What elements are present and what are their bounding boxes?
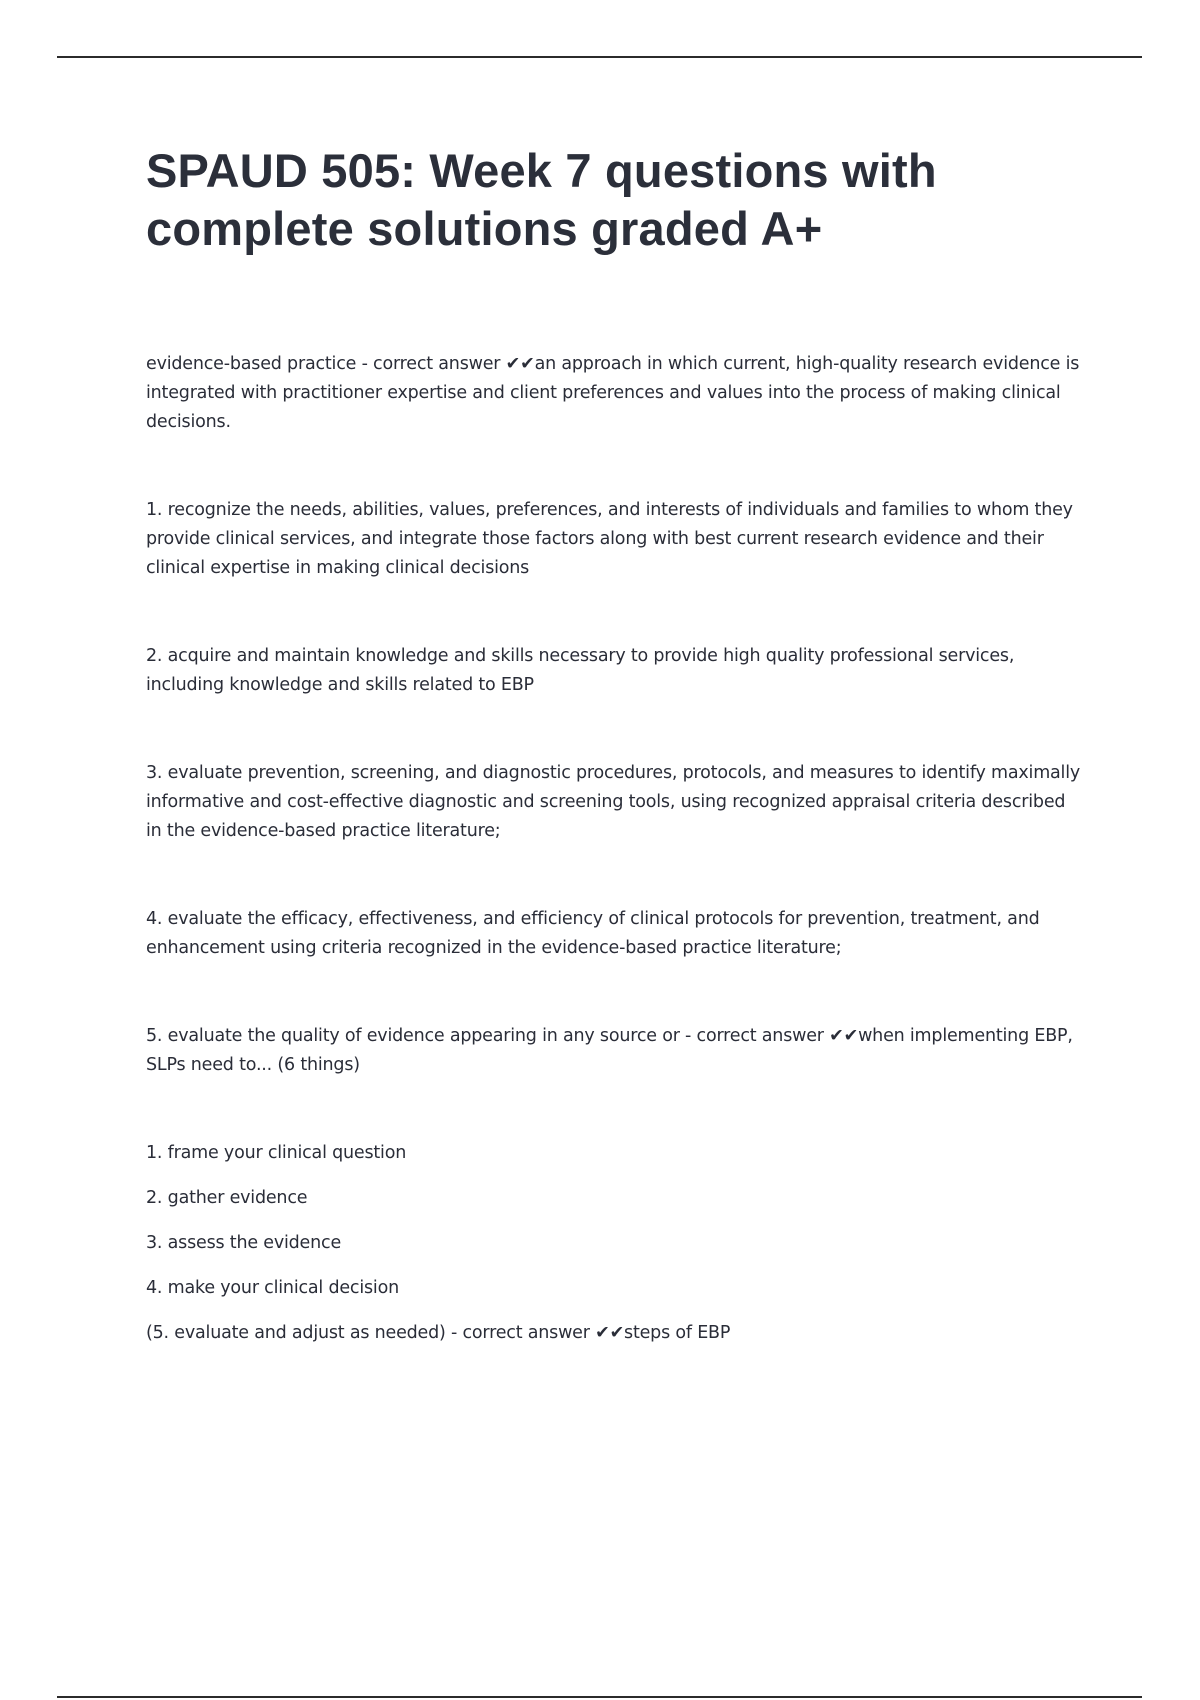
list-item: 2. gather evidence: [146, 1188, 308, 1208]
paragraph-item-3: 3. evaluate prevention, screening, and diagnostic procedures, protocols, and measures to identify maximally informative and cost-effective diagnostic and screening tools, using recognized appraisal criteria described in the evidence-based practice literature;: [146, 763, 1081, 841]
paragraph-item-5: 5. evaluate the quality of evidence appearing in any source or - correct answer ✔✔when implementing EBP, SLPs need to... (6 things): [146, 1026, 1073, 1075]
list-item: 3. assess the evidence: [146, 1233, 342, 1253]
list-item: 4. make your clinical decision: [146, 1278, 399, 1298]
ebp-steps-list: [146, 1139, 1086, 1348]
list-item: 1. frame your clinical question: [146, 1143, 407, 1163]
top-divider: [57, 56, 1142, 58]
paragraph-item-4: 4. evaluate the efficacy, effectiveness, and efficiency of clinical protocols for prevention, treatment, and enhancement using criteria recognized in the evidence-based practice literature;: [146, 909, 1040, 958]
document-body: [146, 350, 1086, 1348]
list-item: (5. evaluate and adjust as needed) - correct answer ✔✔steps of EBP: [146, 1323, 731, 1343]
document-title: SPAUD 505: Week 7 questions with complete solutions graded A+: [146, 144, 937, 255]
document-content: [146, 142, 1086, 1366]
paragraph-item-1: 1. recognize the needs, abilities, values, preferences, and interests of individuals and families to whom they provide clinical services, and integrate those factors along with best current research evidence and their clinical expertise in making clinical decisions: [146, 500, 1073, 578]
bottom-divider: [57, 1696, 1142, 1698]
paragraph-item-2: 2. acquire and maintain knowledge and skills necessary to provide high quality professional services, including knowledge and skills related to EBP: [146, 646, 1015, 695]
paragraph-ebp-definition: evidence-based practice - correct answer ✔✔an approach in which current, high-quality research evidence is integrated with practitioner expertise and client preferences and values into the process of making clinical decisions.: [146, 354, 1080, 432]
